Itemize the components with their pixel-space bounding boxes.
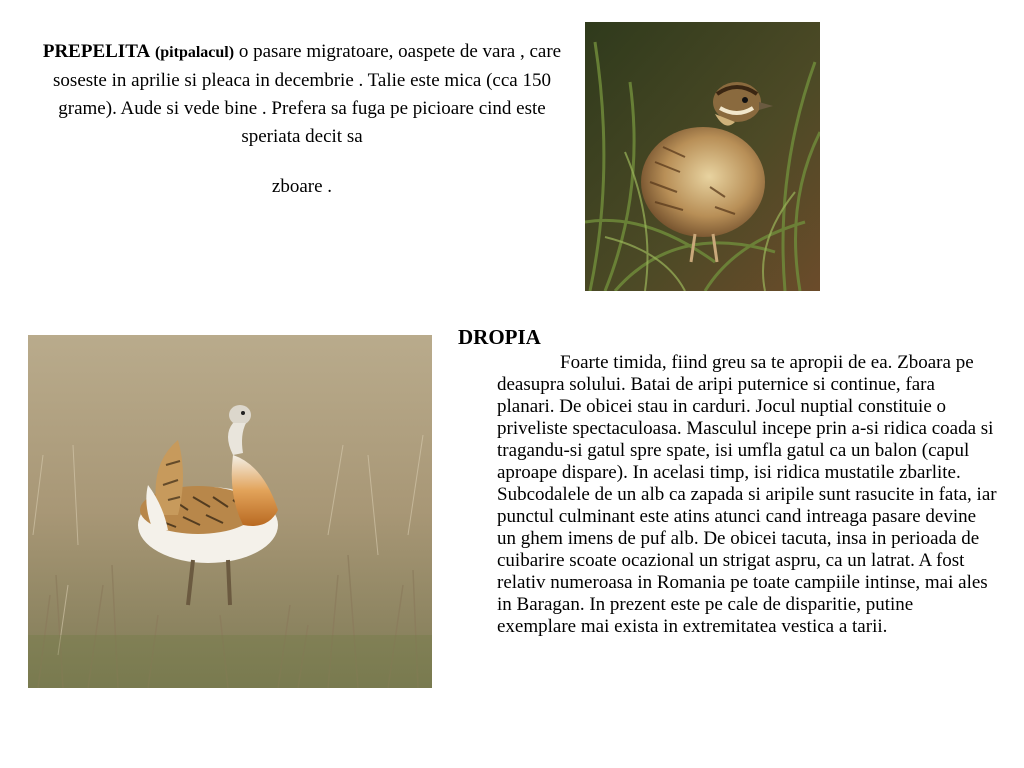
quail-body-tail: zboare . (271, 176, 333, 197)
quail-subtitle: (pitpalacul) (154, 44, 235, 61)
bustard-description (497, 352, 997, 638)
bustard-photo-image (28, 335, 432, 688)
quail-body: o pasare migratoare, oaspete de vara , care soseste in aprilie si pleaca in decembrie . Talie este mica (cca 150 grame). Aude si vede bine . Prefera sa fuga pe picioare cind este speriata decit sa (53, 41, 562, 147)
bustard-photo (28, 335, 432, 688)
bustard-title: DROPIA (458, 325, 541, 349)
quail-photo-image (585, 22, 820, 291)
quail-photo (585, 22, 820, 291)
quail-title: PREPELITA (42, 41, 151, 62)
bustard-body: Foarte timida, fiind greu sa te apropii de ea. Zboara pe deasupra solului. Batai de aripi puternice si continue, fara planari. De obicei stau in carduri. Jocul nuptial constituie o priveliste spectaculoasa. Masculul incepe prin a-si ridica coada si tragandu-si gatul spre spate, isi umfla gatul ca un balon (capul aproape dispare). In acelasi timp, isi ridica mustatile zbarlite. Subcodalele de un alb ca zapada si aripile sunt rasucite in fata, iar punctul culminant este atins atunci cand intreaga pasare devine un ghem imens de puf alb. De obicei tacuta, insa in perioada de cuibarire scoate ocazional un strigat aspru, ca un latrat. A fost relativ numeroasa in Romania pe toate campiile intinse, mai ales in Baragan. In prezent este pe cale de disparitie, putine exemplare mai exista in extremitatea vestica a tarii. (497, 352, 997, 637)
quail-description (40, 38, 564, 201)
